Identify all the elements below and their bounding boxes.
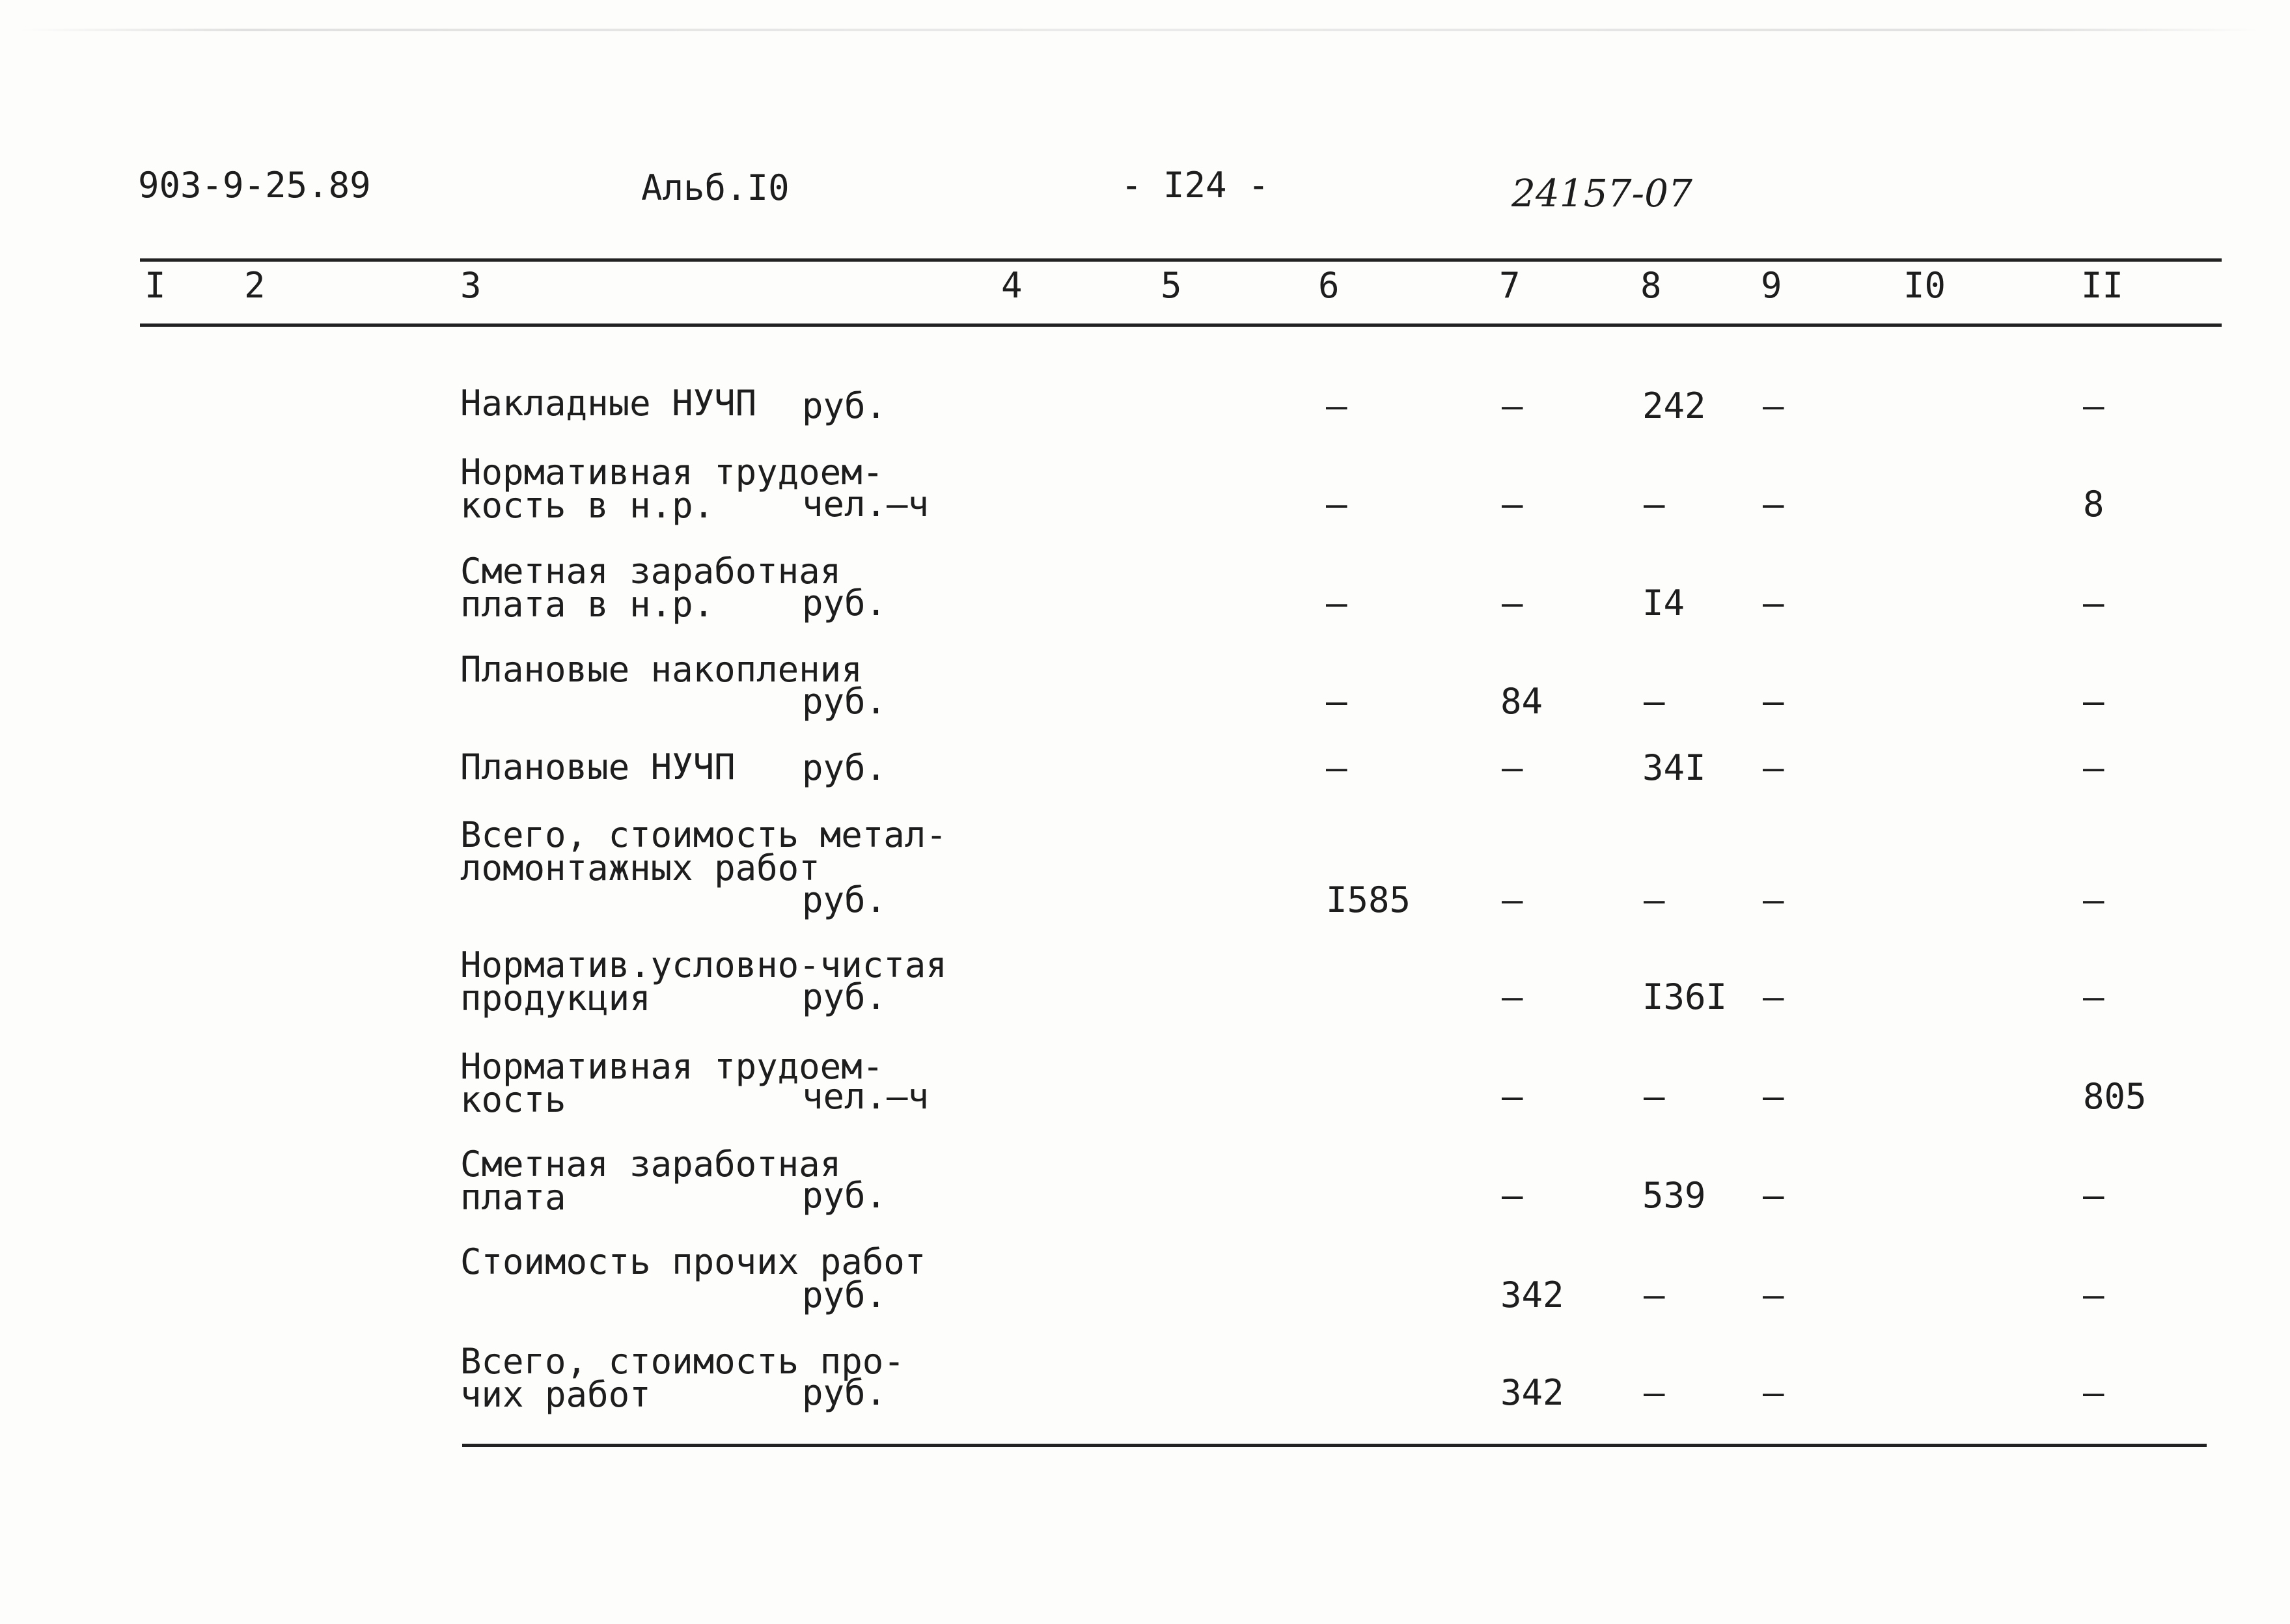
row-unit: руб. <box>802 1175 887 1216</box>
cell-col-8: 242 <box>1642 385 1706 426</box>
cell-col-6: – <box>1326 385 1347 426</box>
row-label: Всего, стоимость про- чих работ <box>460 1341 905 1415</box>
row-label: Плановые НУЧП <box>460 747 736 788</box>
cell-col-6: I585 <box>1326 879 1411 920</box>
column-header-8: 8 <box>1640 265 1662 306</box>
cell-col-11: – <box>2083 583 2104 624</box>
row-unit: чел.–ч <box>802 1076 930 1117</box>
cell-col-8: 539 <box>1642 1175 1706 1216</box>
row-unit: руб. <box>802 385 887 426</box>
cell-col-7: – <box>1502 1076 1523 1117</box>
cell-col-9: – <box>1763 385 1784 426</box>
row-unit: руб. <box>802 1372 887 1413</box>
column-header-11: II <box>2081 265 2124 306</box>
row-label: Сметная заработная плата <box>460 1144 842 1218</box>
cell-col-9: – <box>1763 1076 1784 1117</box>
cell-col-11: – <box>2083 385 2104 426</box>
cell-col-7: – <box>1502 976 1523 1017</box>
row-label: Плановые накопления <box>460 649 862 690</box>
album-number: Альб.I0 <box>641 167 790 208</box>
column-header-7: 7 <box>1499 265 1521 306</box>
cell-col-7: – <box>1502 484 1523 525</box>
cell-col-9: – <box>1763 1175 1784 1216</box>
cell-col-11: – <box>2083 1274 2104 1315</box>
row-label: Накладные НУЧП <box>460 383 757 424</box>
cell-col-7: 84 <box>1500 681 1543 722</box>
cell-col-6: – <box>1326 583 1347 624</box>
row-label: Стоимость прочих работ <box>460 1241 926 1282</box>
cell-col-6: – <box>1326 484 1347 525</box>
cell-col-8: – <box>1644 484 1665 525</box>
table-bottom-rule <box>462 1444 2207 1447</box>
cell-col-9: – <box>1763 583 1784 624</box>
cell-col-8: – <box>1644 1076 1665 1117</box>
column-header-2: 2 <box>244 265 266 306</box>
cell-col-7: – <box>1502 385 1523 426</box>
cell-col-9: – <box>1763 976 1784 1017</box>
doc-code: 903-9-25.89 <box>138 165 371 206</box>
column-header-3: 3 <box>460 265 482 306</box>
row-unit: чел.–ч <box>802 484 930 525</box>
column-header-9: 9 <box>1761 265 1782 306</box>
cell-col-9: – <box>1763 747 1784 788</box>
cell-col-8: 34I <box>1642 747 1706 788</box>
row-unit: руб. <box>802 1274 887 1315</box>
column-header-1: I <box>145 265 166 306</box>
page-number: - I24 - <box>1121 165 1269 206</box>
cell-col-9: – <box>1763 1274 1784 1315</box>
row-label: Нормативная трудоем- кость в н.р. <box>460 452 884 526</box>
scan-edge-line <box>20 29 2259 31</box>
row-label: Сметная заработная плата в н.р. <box>460 551 842 625</box>
header-bottom-rule <box>140 323 2222 327</box>
row-unit: руб. <box>802 879 887 920</box>
row-label: Норматив.условно-чистая продукция <box>460 944 947 1019</box>
row-unit: руб. <box>802 681 887 722</box>
cell-col-7: 342 <box>1500 1274 1564 1315</box>
row-label: Нормативная трудоем- кость <box>460 1046 884 1120</box>
cell-col-9: – <box>1763 484 1784 525</box>
row-unit: руб. <box>802 583 887 624</box>
cell-col-6: – <box>1326 747 1347 788</box>
table-top-rule <box>140 258 2222 262</box>
cell-col-11: – <box>2083 976 2104 1017</box>
cell-col-8: I4 <box>1642 583 1685 624</box>
cell-col-7: – <box>1502 747 1523 788</box>
cell-col-7: – <box>1502 583 1523 624</box>
cell-col-11: 8 <box>2083 484 2104 525</box>
cell-col-7: – <box>1502 879 1523 920</box>
cell-col-11: 805 <box>2083 1076 2147 1117</box>
cell-col-11: – <box>2083 1175 2104 1216</box>
inventory-number: 24157-07 <box>1511 171 1692 215</box>
row-label: Всего, стоимость метал- ломонтажных работ <box>460 814 947 888</box>
cell-col-11: – <box>2083 747 2104 788</box>
cell-col-11: – <box>2083 879 2104 920</box>
cell-col-11: – <box>2083 1372 2104 1413</box>
cell-col-11: – <box>2083 681 2104 722</box>
cell-col-7: 342 <box>1500 1372 1564 1413</box>
cell-col-9: – <box>1763 879 1784 920</box>
row-unit: руб. <box>802 747 887 788</box>
cell-col-8: – <box>1644 1274 1665 1315</box>
cell-col-7: – <box>1502 1175 1523 1216</box>
column-header-4: 4 <box>1001 265 1023 306</box>
cell-col-6: – <box>1326 681 1347 722</box>
cell-col-8: I36I <box>1642 976 1728 1017</box>
cell-col-8: – <box>1644 681 1665 722</box>
row-unit: руб. <box>802 976 887 1017</box>
cell-col-9: – <box>1763 681 1784 722</box>
column-header-10: I0 <box>1903 265 1946 306</box>
cell-col-8: – <box>1644 1372 1665 1413</box>
column-header-6: 6 <box>1318 265 1340 306</box>
cell-col-9: – <box>1763 1372 1784 1413</box>
cell-col-8: – <box>1644 879 1665 920</box>
column-header-5: 5 <box>1161 265 1182 306</box>
